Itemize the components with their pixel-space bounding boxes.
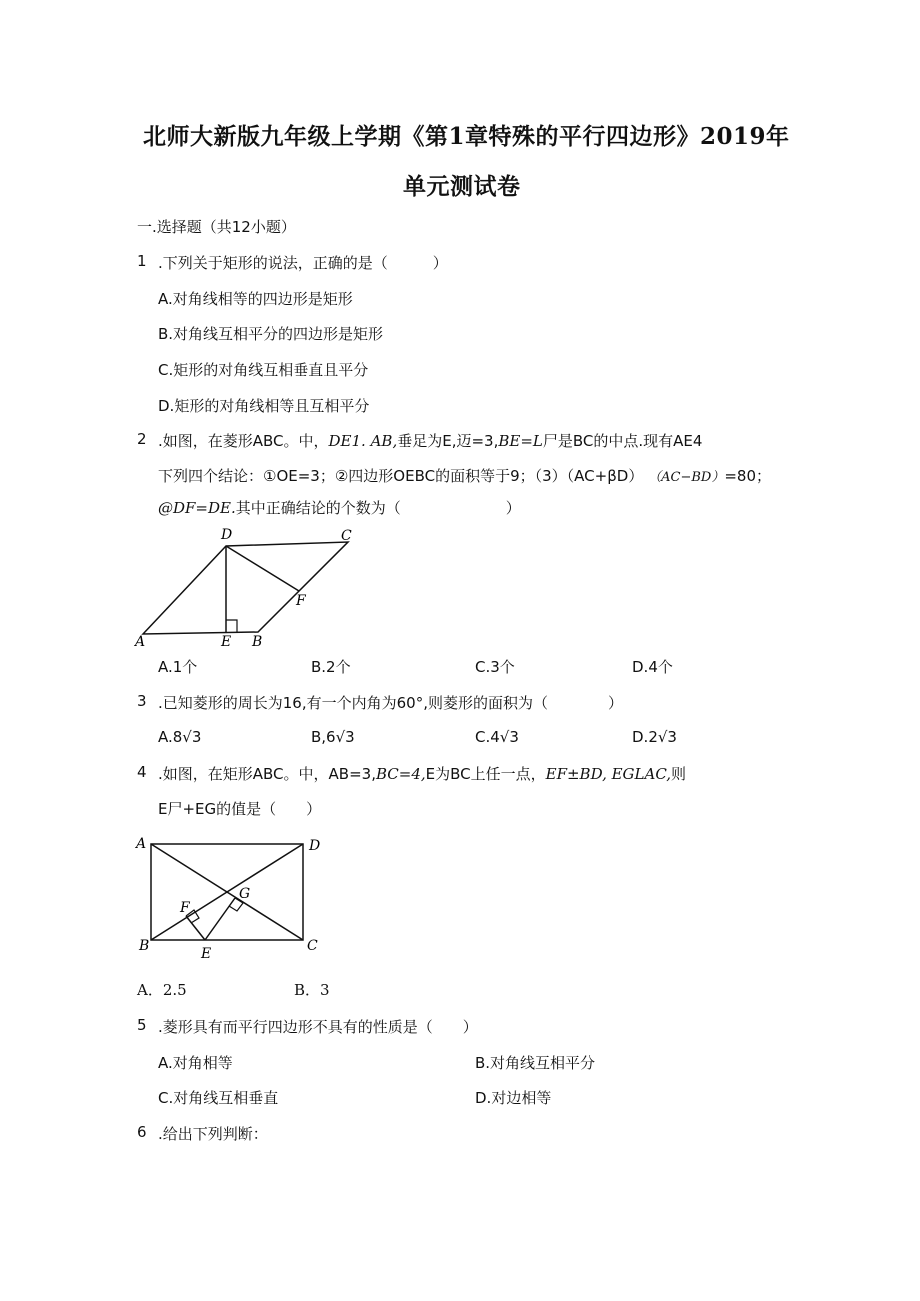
option-c: C.3个 [475,658,515,676]
label-e: E [201,946,212,962]
option-c: C.4√3 [475,728,519,746]
question-stem: .给出下列判断： [158,1125,268,1143]
stem-text: .如图，在菱形ABC。中， [158,432,329,450]
question-stem-line-2 [158,465,771,486]
option-a: A．2.5 [137,981,187,999]
question-stem: .下列关于矩形的说法，正确的是（ ） [158,254,448,272]
stem-math: DE1. AB, [328,432,398,450]
rhombus-figure [133,524,373,652]
stem-text: 则 [671,765,687,783]
stem-math: BC=4, [375,765,426,783]
stem-math: （AC−BD） [648,470,725,485]
option-a: A.1个 [158,658,198,676]
rectangle-figure [133,832,333,964]
label-b: B [139,938,150,954]
label-c: C [341,528,352,544]
option-d: D.2√3 [632,728,677,746]
question-stem: .菱形具有而平行四边形不具有的性质是（ ） [158,1018,478,1036]
question-stem: .已知菱形的周长为16,有一个内角为60°,则菱形的面积为（ ） [158,694,623,712]
segment-eg [205,898,235,940]
stem-math: @DF=DE. [158,499,236,517]
question-number: 2 [137,430,147,448]
label-a: A [135,634,146,650]
segment-df [226,546,299,591]
label-d: D [221,527,233,543]
label-b: B [252,634,263,650]
label-e: E [221,634,232,650]
section-heading: 一.选择题（共12小题） [137,218,296,236]
label-f: F [180,900,190,916]
option-c: C.矩形的对角线互相垂直且平分 [158,361,369,379]
right-angle-mark [226,620,237,632]
rhombus-abcd [143,542,348,634]
label-c: C [307,938,318,954]
stem-text: =80； [724,467,771,485]
option-a: A.对角线相等的四边形是矩形 [158,290,353,308]
page-title-line-1: 北师大新版九年级上学期《第1章特殊的平行四边形》2019年 [143,123,790,150]
option-b: B.对角线互相平分的四边形是矩形 [158,325,384,343]
stem-text: E为BC上任一点， [425,765,546,783]
stem-math: BE=L [498,432,543,450]
question-stem-line-1 [158,430,702,451]
question-number: 4 [137,763,147,781]
option-a: A.对角相等 [158,1054,233,1072]
label-a: A [136,836,147,852]
stem-text: .如图，在矩形ABC。中，AB=3, [158,765,376,783]
question-number: 1 [137,252,147,270]
option-b: B.对角线互相平分 [475,1054,596,1072]
label-d: D [309,838,321,854]
question-number: 6 [137,1123,147,1141]
question-stem-line-1 [158,763,686,784]
page-title-line-2: 单元测试卷 [403,173,521,200]
option-d: D.对边相等 [475,1089,552,1107]
question-number: 3 [137,692,147,710]
stem-text: 尸是BC的中点.现有AE4 [542,432,703,450]
question-stem-line-2: E尸+EG的值是（ ） [158,800,322,818]
stem-text: 其中正确结论的个数为（ ） [235,499,521,517]
option-d: D.矩形的对角线相等且互相平分 [158,397,370,415]
label-g: G [239,886,251,902]
question-number: 5 [137,1016,147,1034]
stem-math: EF±BD, EGLAC, [545,765,672,783]
option-a: A.8√3 [158,728,202,746]
option-d: D.4个 [632,658,673,676]
stem-text: 下列四个结论：①OE=3；②四边形OEBC的面积等于9；（3）（AC+βD） [158,467,644,485]
option-b: B,6√3 [311,728,355,746]
stem-text: 垂足为E,迈=3, [397,432,499,450]
option-b: B．3 [294,981,330,999]
option-b: B.2个 [311,658,351,676]
question-stem-line-3 [158,497,521,518]
option-c: C.对角线互相垂直 [158,1089,279,1107]
label-f: F [296,593,306,609]
